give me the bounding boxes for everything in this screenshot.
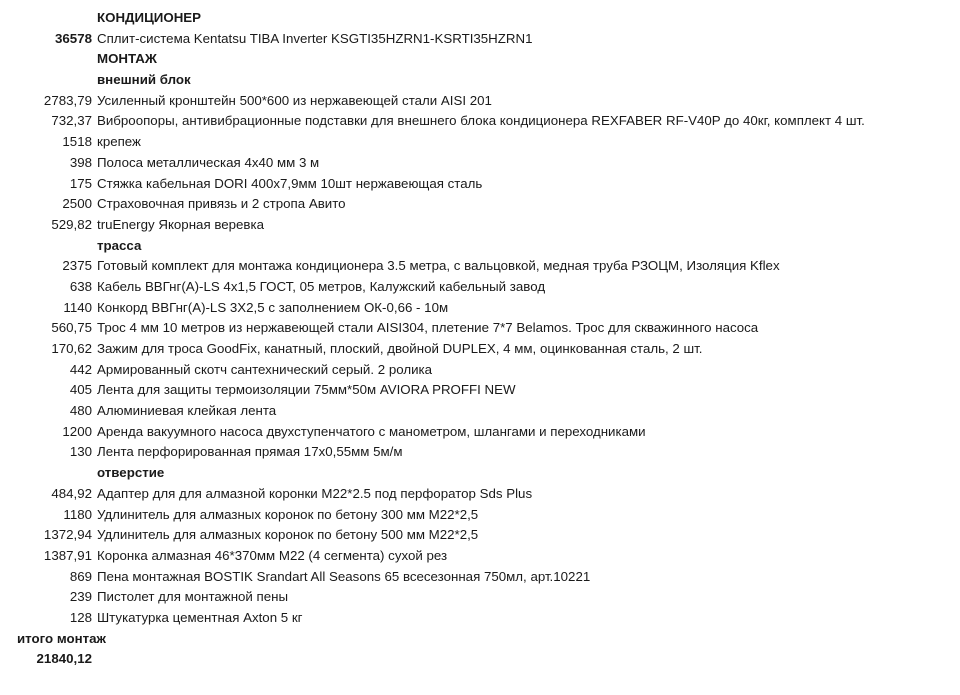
item-name: Штукатурка цементная Axton 5 кг [97,609,303,625]
price-list-sheet [0,8,960,670]
item-name: Страховочная привязь и 2 стропа Авито [97,196,346,212]
item-price: 2500 [62,196,92,212]
line-item-row [0,422,960,443]
item-price: 1518 [62,134,92,150]
section-header-text: КОНДИЦИОНЕР [97,10,202,25]
item-name: Зажим для троса GoodFix, канатный, плоский, двойной DUPLEX, 4 мм, оцинкованная сталь, 2 шт. [97,341,703,356]
line-item-row [0,505,960,526]
item-price: 239 [69,589,92,605]
line-item-row [0,215,960,236]
item-name: Конкорд ВВГнг(А)-LS 3Х2,5 с заполнением ОК-0,66 - 10м [97,299,449,315]
item-price: 869 [69,568,92,584]
item-name: Адаптер для для алмазной коронки М22*2.5 под перфоратор Sds Plus [97,485,533,501]
item-name: Удлинитель для алмазных коронок по бетону 300 мм М22*2,5 [97,506,479,522]
section-subheader-text: отверстие [97,465,165,481]
line-item-row [0,442,960,463]
line-item-row [0,546,960,567]
item-price: 1180 [63,506,92,522]
item-price: 1140 [63,299,92,315]
item-name: Сплит-система Kentatsu TIBA Inverter KSGTI35HZRN1-KSRTI35HZRN1 [97,30,533,46]
item-name: Армированный скотч сантехнический серый. 2 ролика [97,361,433,377]
line-item-row [0,153,960,174]
item-name: Лента перфорированная прямая 17х0,55мм 5м/м [97,444,403,460]
item-price: 170,62 [51,341,92,356]
total-value-row [0,649,960,670]
item-price: 130 [69,444,92,460]
item-price: 405 [69,382,92,398]
item-price: 442 [69,361,92,377]
line-item-row [0,587,960,608]
section-header [0,49,960,70]
line-item-row [0,132,960,153]
item-price: 529,82 [51,216,92,232]
section-subheader [0,463,960,484]
section-subheader-text: внешний блок [97,72,191,88]
line-item-row [0,380,960,401]
line-item-row [0,298,960,319]
line-item-row [0,401,960,422]
item-price: 1387,91 [43,547,92,563]
item-name: Пистолет для монтажной пены [97,589,289,605]
line-item-row [0,567,960,588]
line-item-row [0,608,960,629]
section-header-text: МОНТАЖ [97,51,157,67]
item-name: Стяжка кабельная DORI 400х7,9мм 10шт нержавеющая сталь [97,175,483,191]
line-item-row [0,318,960,339]
item-price: 732,37 [51,113,92,129]
item-price: 1372,94 [43,527,92,543]
item-name: truEnergy Якорная веревка [97,216,265,232]
item-price: 1200 [62,423,92,439]
item-price: 398 [69,154,92,170]
item-name: Виброопоры, антивибрационные подставки для внешнего блока кондиционера REXFABER RF-V40P до 40кг, комплект 4 шт. [97,113,865,129]
section-subheader [0,236,960,257]
item-price: 638 [69,278,92,294]
line-item-row [0,174,960,195]
item-name: Коронка алмазная 46*370мм М22 (4 сегмента) сухой рез [97,547,448,563]
item-name: Готовый комплект для монтажа кондиционера 3.5 метра, с вальцовкой, медная труба РЗОЦМ, Изоляция Kflex [97,258,780,274]
line-item-row [0,339,960,360]
item-name: Кабель ВВГнг(А)-LS 4х1,5 ГОСТ, 05 метров, Калужский кабельный завод [97,278,546,294]
line-item-row [0,256,960,277]
item-price: 2375 [62,258,92,274]
line-item-row [0,194,960,215]
item-name: Удлинитель для алмазных коронок по бетону 500 мм М22*2,5 [97,527,479,543]
section-header [0,8,960,29]
item-name: Полоса металлическая 4х40 мм 3 м [97,154,320,170]
total-value: 21840,12 [36,651,92,667]
item-name: Трос 4 мм 10 метров из нержавеющей стали AISI304, плетение 7*7 Belamos. Трос для скважинного насоса [97,320,759,336]
item-name: крепеж [97,134,141,150]
item-name: Лента для защиты термоизоляции 75мм*50м AVIORA PROFFI NEW [97,382,516,398]
item-name: Алюминиевая клейкая лента [97,403,277,419]
total-label: итого монтаж [17,630,106,646]
item-name: Пена монтажная BOSTIK Srandart All Seasons 65 всесезонная 750мл, арт.10221 [97,568,591,584]
item-name: Усиленный кронштейн 500*600 из нержавеющей стали AISI 201 [97,92,492,108]
item-price: 484,92 [51,485,92,501]
item-name: Аренда вакуумного насоса двухступенчатого с манометром, шлангами и переходниками [97,423,646,439]
section-subheader [0,70,960,91]
line-item-row [0,360,960,381]
line-item-row [0,484,960,505]
line-item-row [0,111,960,132]
line-item-row [0,277,960,298]
item-price: 2783,79 [43,92,92,108]
line-item-row [0,91,960,112]
section-subheader-text: трасса [97,237,142,253]
item-price: 128 [69,609,92,625]
line-item-row [0,525,960,546]
item-price: 560,75 [51,320,92,336]
item-price: 175 [69,175,92,191]
total-label-row [0,629,960,650]
line-item-row [0,29,960,50]
item-price: 480 [69,403,92,419]
item-price: 36578 [55,30,92,46]
